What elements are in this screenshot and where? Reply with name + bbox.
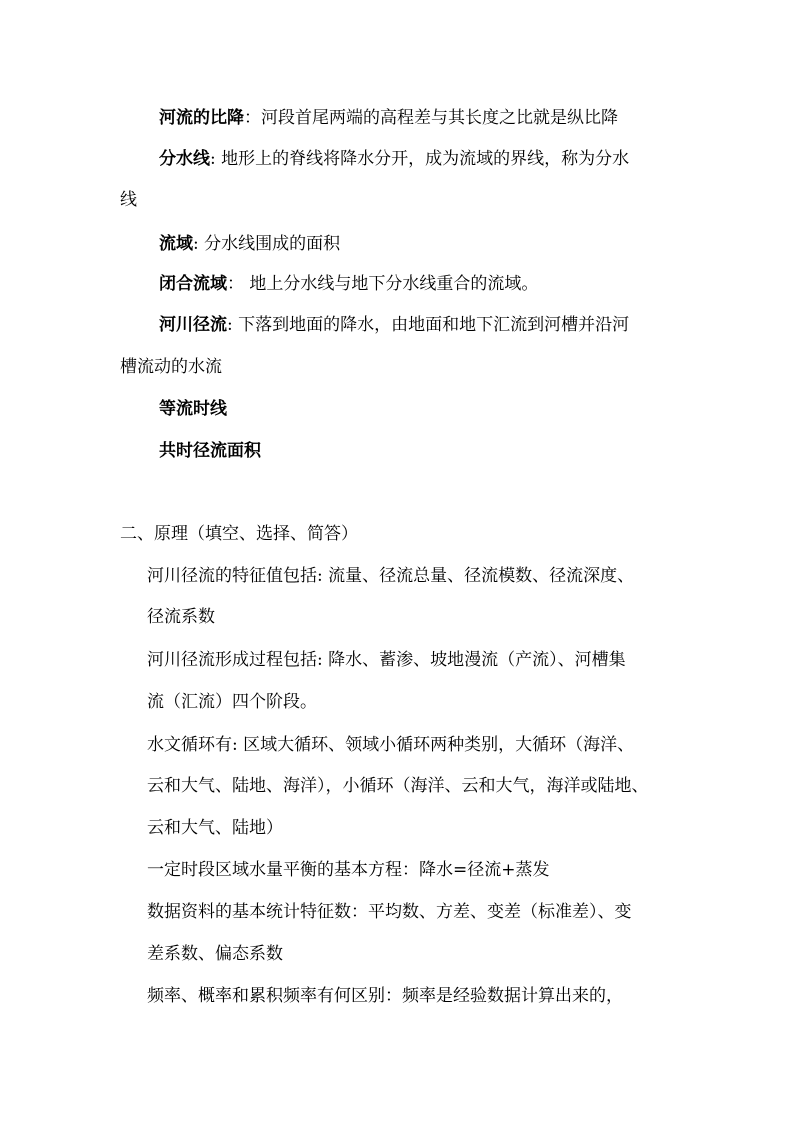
- paragraph-line: 频率、概率和累积频率有何区别：频率是经验数据计算出来的，: [147, 986, 623, 1006]
- definition-text: 下落到地面的降水，由地面和地下汇流到河槽并沿河: [238, 315, 630, 335]
- term: 闭合流域: [159, 274, 227, 294]
- separator: ：: [244, 108, 261, 128]
- term: 分水线: [159, 149, 210, 169]
- section-heading: 二、原理（填空、选择、简答）: [120, 524, 358, 544]
- paragraph-line: 水文循环有: 区域大循环、领域小循环两种类别，大循环（海洋、: [147, 735, 635, 755]
- definition-text: 河段首尾两端的高程差与其长度之比就是纵比降: [261, 108, 618, 128]
- paragraph-line: 差系数、偏态系数: [147, 944, 283, 964]
- term: 河流的比降: [159, 108, 244, 128]
- separator: :: [210, 149, 222, 169]
- paragraph-line: 云和大气、陆地、海洋），小循环（海洋、云和大气，海洋或陆地、: [147, 776, 649, 796]
- paragraph-line: 流（汇流）四个阶段。: [147, 692, 317, 712]
- paragraph-line: 云和大气、陆地）: [147, 818, 283, 838]
- paragraph-line: 河川径流的特征值包括: 流量、径流总量、径流模数、径流深度、: [147, 566, 635, 586]
- separator: :: [227, 315, 239, 335]
- definition-closed-basin: [159, 272, 538, 296]
- term: 河川径流: [159, 315, 227, 335]
- definition-river-slope: [159, 106, 618, 130]
- separator: :: [193, 234, 205, 254]
- paragraph-line: 河川径流形成过程包括: 降水、蓄渗、坡地漫流（产流）、河槽集: [147, 650, 626, 670]
- separator: ：: [227, 274, 250, 294]
- paragraph-line: 径流系数: [147, 607, 215, 627]
- paragraph-line: 数据资料的基本统计特征数：平均数、方差、变差（标准差）、变: [147, 902, 632, 922]
- definition-text: 地上分水线与地下分水线重合的流域。: [249, 274, 539, 294]
- definition-text: 地形上的脊线将降水分开，成为流域的界线，称为分水: [221, 149, 630, 169]
- definition-isochrone: 等流时线: [159, 399, 227, 419]
- definition-text: 分水线围成的面积: [204, 234, 341, 254]
- term: 流域: [159, 234, 193, 254]
- definition-concurrent-runoff-area: 共时径流面积: [159, 441, 261, 461]
- paragraph-line: 一定时段区域水量平衡的基本方程：降水=径流+蒸发: [147, 860, 550, 880]
- definition-divide-cont: 线: [120, 190, 137, 210]
- definition-runoff: [159, 313, 629, 337]
- definition-runoff-cont: 槽流动的水流: [120, 357, 222, 377]
- definition-divide: [159, 147, 629, 171]
- definition-basin: [159, 232, 340, 256]
